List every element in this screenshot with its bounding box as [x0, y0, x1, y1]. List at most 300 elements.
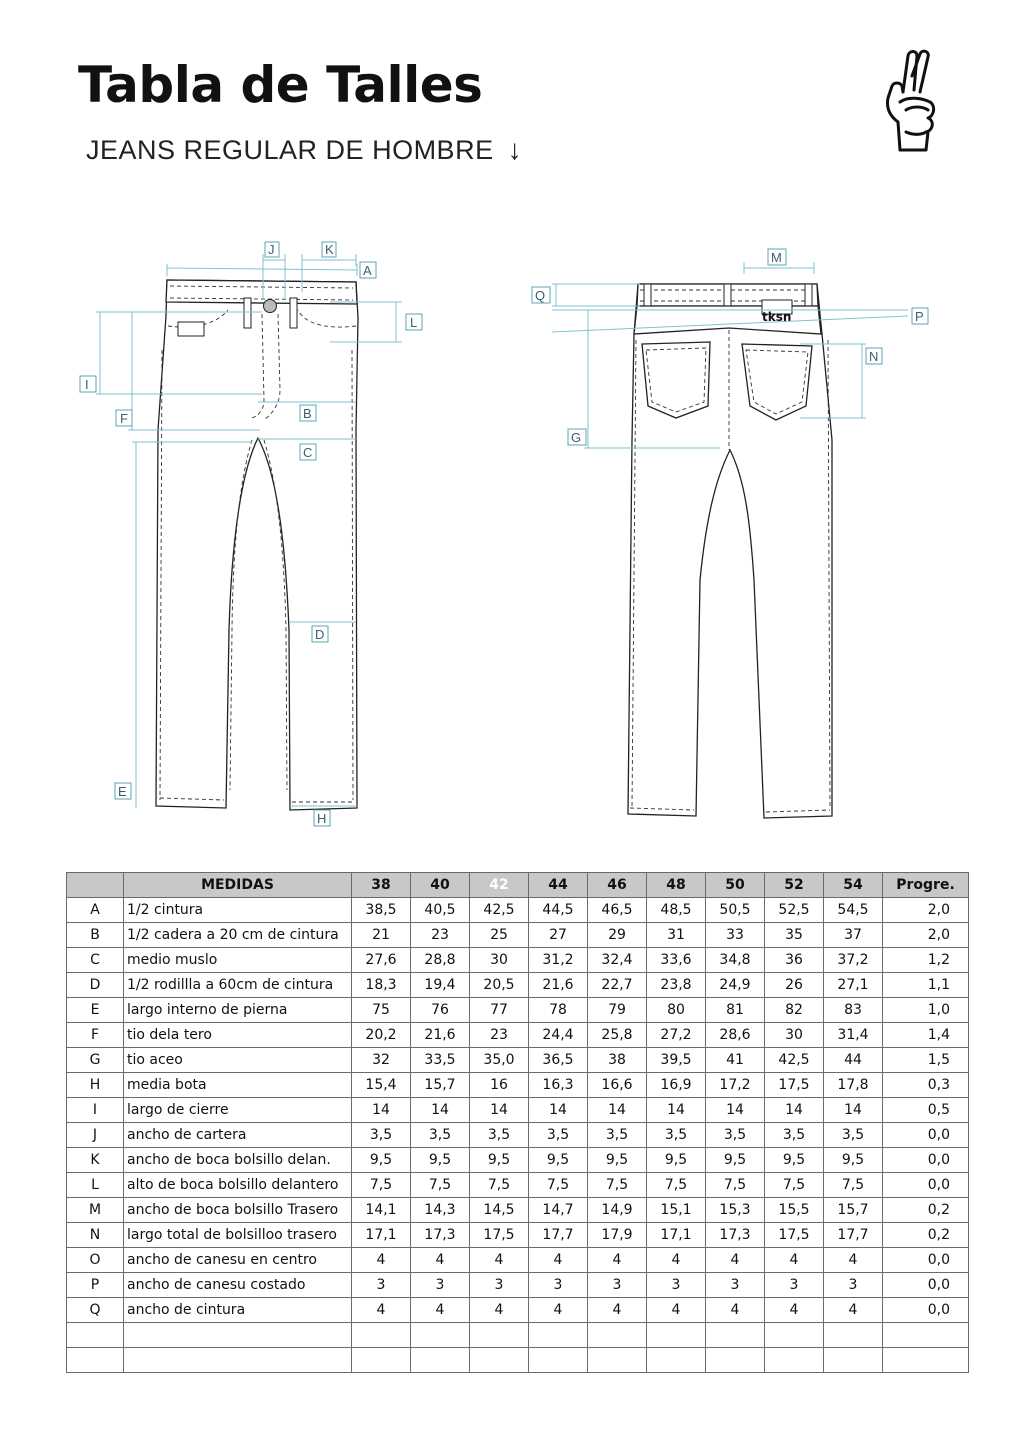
row-value: 20,5: [470, 973, 529, 998]
row-value: 38: [588, 1048, 647, 1073]
row-value: 7,5: [411, 1173, 470, 1198]
row-value: 3: [352, 1273, 411, 1298]
label-P: [912, 308, 928, 324]
row-value: 9,5: [352, 1148, 411, 1173]
row-value: 39,5: [647, 1048, 706, 1073]
row-value: 17,7: [824, 1223, 883, 1248]
row-value: 31,4: [824, 1023, 883, 1048]
row-value: 27,6: [352, 948, 411, 973]
row-value: 9,5: [529, 1148, 588, 1173]
row-description: ancho de canesu costado: [124, 1273, 352, 1298]
row-value: 25,8: [588, 1023, 647, 1048]
row-value: 3: [824, 1273, 883, 1298]
row-value: 33: [706, 923, 765, 948]
label-N: [866, 348, 882, 364]
row-letter: D: [67, 973, 124, 998]
row-value: 4: [411, 1248, 470, 1273]
row-value: [647, 1323, 706, 1348]
row-value: 83: [824, 998, 883, 1023]
header-medidas: MEDIDAS: [124, 873, 352, 898]
row-value: 16,3: [529, 1073, 588, 1098]
label-F: [116, 410, 132, 426]
row-value: 3,5: [411, 1123, 470, 1148]
row-progression: 1,1: [883, 973, 969, 998]
row-description: media bota: [124, 1073, 352, 1098]
row-description: ancho de boca bolsillo Trasero: [124, 1198, 352, 1223]
row-letter: H: [67, 1073, 124, 1098]
row-letter: K: [67, 1148, 124, 1173]
header-blank-cell: [67, 873, 124, 898]
row-value: 3,5: [647, 1123, 706, 1148]
row-letter: B: [67, 923, 124, 948]
row-value: 3: [411, 1273, 470, 1298]
row-value: [824, 1348, 883, 1373]
row-value: 9,5: [765, 1148, 824, 1173]
row-value: 16: [470, 1073, 529, 1098]
row-description: ancho de canesu en centro: [124, 1248, 352, 1273]
row-value: 14,9: [588, 1198, 647, 1223]
row-description: alto de boca bolsillo delantero: [124, 1173, 352, 1198]
row-value: 15,7: [824, 1198, 883, 1223]
row-value: 15,7: [411, 1073, 470, 1098]
row-value: 17,1: [647, 1223, 706, 1248]
table-row: [67, 1173, 969, 1198]
row-letter: I: [67, 1098, 124, 1123]
row-value: [529, 1348, 588, 1373]
row-value: 3,5: [588, 1123, 647, 1148]
row-value: 3,5: [470, 1123, 529, 1148]
table-row: [67, 1098, 969, 1123]
row-value: 34,8: [706, 948, 765, 973]
row-value: 30: [765, 1023, 824, 1048]
row-value: [765, 1348, 824, 1373]
row-value: 36: [765, 948, 824, 973]
label-G: [568, 429, 586, 445]
row-value: 9,5: [411, 1148, 470, 1173]
row-value: 35: [765, 923, 824, 948]
row-value: 4: [588, 1298, 647, 1323]
row-value: 17,5: [765, 1073, 824, 1098]
row-value: 14,5: [470, 1198, 529, 1223]
svg-text:C: C: [303, 445, 313, 460]
row-value: 16,9: [647, 1073, 706, 1098]
row-value: [352, 1323, 411, 1348]
row-value: 33,6: [647, 948, 706, 973]
row-letter: J: [67, 1123, 124, 1148]
label-J: [265, 242, 279, 257]
belt-loop: [290, 298, 297, 328]
row-value: [706, 1348, 765, 1373]
row-progression: 2,0: [883, 923, 969, 948]
front-view: [80, 242, 422, 826]
row-value: [411, 1323, 470, 1348]
table-row: [67, 1248, 969, 1273]
table-row: [67, 1048, 969, 1073]
row-value: 4: [470, 1248, 529, 1273]
table-row: [67, 923, 969, 948]
row-value: 17,5: [765, 1223, 824, 1248]
row-letter: E: [67, 998, 124, 1023]
row-value: 7,5: [470, 1173, 529, 1198]
row-description: medio muslo: [124, 948, 352, 973]
header-size: 52: [765, 873, 824, 898]
row-value: 7,5: [529, 1173, 588, 1198]
header-size-highlighted: 42: [470, 873, 529, 898]
svg-text:N: N: [869, 349, 879, 364]
row-description: 1/2 rodillla a 60cm de cintura: [124, 973, 352, 998]
row-value: 9,5: [470, 1148, 529, 1173]
svg-text:B: B: [303, 406, 312, 421]
label-E: [115, 783, 131, 799]
label-I: [80, 376, 96, 392]
row-value: 4: [529, 1298, 588, 1323]
row-progression: 2,0: [883, 898, 969, 923]
row-value: 3,5: [706, 1123, 765, 1148]
row-value: 4: [470, 1298, 529, 1323]
page-subtitle: [86, 134, 522, 166]
row-value: 15,1: [647, 1198, 706, 1223]
svg-text:I: I: [85, 377, 89, 392]
row-value: [352, 1348, 411, 1373]
row-value: 3: [588, 1273, 647, 1298]
row-value: 4: [647, 1248, 706, 1273]
row-value: 4: [765, 1248, 824, 1273]
row-value: 18,3: [352, 973, 411, 998]
row-value: 31,2: [529, 948, 588, 973]
row-value: 4: [352, 1298, 411, 1323]
label-M: [768, 249, 786, 265]
size-chart-table: [66, 872, 969, 1373]
row-value: 14: [647, 1098, 706, 1123]
row-value: 15,3: [706, 1198, 765, 1223]
row-value: 3: [529, 1273, 588, 1298]
row-value: 21,6: [529, 973, 588, 998]
row-value: 46,5: [588, 898, 647, 923]
header-size: 50: [706, 873, 765, 898]
row-value: 4: [588, 1248, 647, 1273]
down-arrow-icon: ↓: [507, 134, 523, 165]
row-value: 54,5: [824, 898, 883, 923]
label-D: [312, 626, 328, 642]
row-progression: 0,2: [883, 1223, 969, 1248]
row-value: 3: [470, 1273, 529, 1298]
svg-text:D: D: [315, 627, 325, 642]
svg-text:Q: Q: [535, 288, 546, 303]
row-value: 4: [529, 1248, 588, 1273]
row-letter: F: [67, 1023, 124, 1048]
row-value: 14: [588, 1098, 647, 1123]
front-button: [264, 300, 277, 313]
row-value: [470, 1323, 529, 1348]
coin-pocket: [178, 322, 204, 336]
row-value: 7,5: [765, 1173, 824, 1198]
row-value: 27: [529, 923, 588, 948]
row-letter: C: [67, 948, 124, 973]
row-progression: 0,5: [883, 1098, 969, 1123]
row-value: 14: [824, 1098, 883, 1123]
row-value: 27,1: [824, 973, 883, 998]
crossed-fingers-hand-icon: [876, 46, 946, 162]
row-value: [647, 1348, 706, 1373]
back-pocket-left: [642, 342, 710, 418]
row-letter: Q: [67, 1298, 124, 1323]
table-row: [67, 998, 969, 1023]
row-description: ancho de cartera: [124, 1123, 352, 1148]
row-value: 40,5: [411, 898, 470, 923]
row-value: 4: [824, 1298, 883, 1323]
table-header-row: [67, 873, 969, 898]
row-description: largo de cierre: [124, 1098, 352, 1123]
row-value: 17,3: [411, 1223, 470, 1248]
row-value: 15,4: [352, 1073, 411, 1098]
row-progression: 0,3: [883, 1073, 969, 1098]
row-value: 3,5: [529, 1123, 588, 1148]
svg-text:L: L: [410, 315, 418, 330]
row-letter: [67, 1323, 124, 1348]
row-value: 24,4: [529, 1023, 588, 1048]
row-value: [411, 1348, 470, 1373]
row-value: 42,5: [765, 1048, 824, 1073]
row-progression: 1,2: [883, 948, 969, 973]
front-waistband: [166, 280, 357, 304]
row-progression: 1,4: [883, 1023, 969, 1048]
row-value: 9,5: [824, 1148, 883, 1173]
row-value: 16,6: [588, 1073, 647, 1098]
label-B: [300, 405, 316, 421]
row-value: [470, 1348, 529, 1373]
row-value: 77: [470, 998, 529, 1023]
header-size: 48: [647, 873, 706, 898]
row-description: ancho de boca bolsillo delan.: [124, 1148, 352, 1173]
header-size: 38: [352, 873, 411, 898]
row-value: 29: [588, 923, 647, 948]
row-value: 14,3: [411, 1198, 470, 1223]
table-row: [67, 1023, 969, 1048]
row-value: 14: [706, 1098, 765, 1123]
table-row: [67, 898, 969, 923]
table-row: [67, 1273, 969, 1298]
row-progression: 0,0: [883, 1148, 969, 1173]
row-progression: 1,0: [883, 998, 969, 1023]
svg-text:A: A: [363, 263, 372, 278]
row-value: 82: [765, 998, 824, 1023]
row-value: 17,9: [588, 1223, 647, 1248]
row-value: 7,5: [352, 1173, 411, 1198]
row-value: 28,8: [411, 948, 470, 973]
table-row: [67, 1148, 969, 1173]
row-value: 20,2: [352, 1023, 411, 1048]
header-size: 54: [824, 873, 883, 898]
row-value: 76: [411, 998, 470, 1023]
row-value: [588, 1348, 647, 1373]
label-C: [300, 444, 316, 460]
row-value: 26: [765, 973, 824, 998]
row-value: 19,4: [411, 973, 470, 998]
row-progression: 0,0: [883, 1248, 969, 1273]
row-value: 32,4: [588, 948, 647, 973]
header-size: 40: [411, 873, 470, 898]
row-letter: L: [67, 1173, 124, 1198]
row-progression: 0,0: [883, 1123, 969, 1148]
row-description: [124, 1323, 352, 1348]
header-size: 46: [588, 873, 647, 898]
row-value: 4: [411, 1298, 470, 1323]
row-description: 1/2 cintura: [124, 898, 352, 923]
row-value: 7,5: [706, 1173, 765, 1198]
svg-text:E: E: [118, 784, 127, 799]
row-value: 23,8: [647, 973, 706, 998]
row-description: ancho de cintura: [124, 1298, 352, 1323]
table-row: [67, 1123, 969, 1148]
label-Q: [532, 287, 550, 303]
row-description: [124, 1348, 352, 1373]
row-value: [529, 1323, 588, 1348]
row-value: 15,5: [765, 1198, 824, 1223]
row-value: 44,5: [529, 898, 588, 923]
back-view: [532, 249, 928, 818]
table-row: [67, 1073, 969, 1098]
row-value: 80: [647, 998, 706, 1023]
row-value: 4: [824, 1248, 883, 1273]
row-value: 14: [529, 1098, 588, 1123]
label-H: [314, 810, 330, 826]
row-value: 14: [765, 1098, 824, 1123]
row-letter: O: [67, 1248, 124, 1273]
table-body: [67, 898, 969, 1373]
row-value: 17,3: [706, 1223, 765, 1248]
row-value: 75: [352, 998, 411, 1023]
row-value: 30: [470, 948, 529, 973]
row-progression: 0,0: [883, 1298, 969, 1323]
svg-text:F: F: [120, 411, 128, 426]
row-value: 9,5: [588, 1148, 647, 1173]
header-progression: Progre.: [883, 873, 969, 898]
row-value: 81: [706, 998, 765, 1023]
belt-loop: [244, 298, 251, 328]
svg-text:K: K: [325, 242, 334, 257]
row-value: 14: [470, 1098, 529, 1123]
row-letter: A: [67, 898, 124, 923]
table-row: [67, 1298, 969, 1323]
row-progression: 0,0: [883, 1273, 969, 1298]
row-value: 3,5: [824, 1123, 883, 1148]
row-value: 78: [529, 998, 588, 1023]
row-description: 1/2 cadera a 20 cm de cintura: [124, 923, 352, 948]
row-value: 37: [824, 923, 883, 948]
row-value: 3: [765, 1273, 824, 1298]
row-value: 7,5: [647, 1173, 706, 1198]
row-value: 38,5: [352, 898, 411, 923]
brand-label: tksn: [762, 310, 792, 324]
row-value: 7,5: [824, 1173, 883, 1198]
row-value: 42,5: [470, 898, 529, 923]
row-value: 17,2: [706, 1073, 765, 1098]
row-value: 4: [706, 1248, 765, 1273]
row-value: 21,6: [411, 1023, 470, 1048]
svg-text:G: G: [571, 430, 582, 445]
row-progression: [883, 1348, 969, 1373]
row-value: 14: [411, 1098, 470, 1123]
row-value: 32: [352, 1048, 411, 1073]
front-jeans-outline: [156, 280, 358, 810]
row-value: 36,5: [529, 1048, 588, 1073]
row-value: [824, 1323, 883, 1348]
table-row: [67, 1223, 969, 1248]
table-row: [67, 948, 969, 973]
row-value: 50,5: [706, 898, 765, 923]
row-letter: [67, 1348, 124, 1373]
row-value: 41: [706, 1048, 765, 1073]
row-value: 44: [824, 1048, 883, 1073]
row-value: 52,5: [765, 898, 824, 923]
row-description: tio aceo: [124, 1048, 352, 1073]
row-value: [765, 1323, 824, 1348]
row-value: 17,1: [352, 1223, 411, 1248]
row-value: 25: [470, 923, 529, 948]
row-value: 31: [647, 923, 706, 948]
subtitle-text: JEANS REGULAR DE HOMBRE: [86, 135, 494, 165]
row-value: 4: [765, 1298, 824, 1323]
label-K: [322, 242, 336, 257]
row-value: 3: [706, 1273, 765, 1298]
jeans-technical-drawing: [0, 230, 1024, 840]
row-value: 3,5: [352, 1123, 411, 1148]
row-value: 33,5: [411, 1048, 470, 1073]
row-letter: P: [67, 1273, 124, 1298]
row-value: [706, 1323, 765, 1348]
row-description: tio dela tero: [124, 1023, 352, 1048]
row-value: 4: [706, 1298, 765, 1323]
row-letter: M: [67, 1198, 124, 1223]
row-value: 4: [352, 1248, 411, 1273]
row-value: 7,5: [588, 1173, 647, 1198]
table-row: [67, 1198, 969, 1223]
row-value: 23: [411, 923, 470, 948]
page-title: Tabla de Talles: [78, 56, 483, 114]
label-L: [406, 314, 422, 330]
row-value: 14,7: [529, 1198, 588, 1223]
row-value: 9,5: [706, 1148, 765, 1173]
svg-text:J: J: [268, 242, 275, 257]
svg-text:H: H: [317, 811, 327, 826]
row-progression: 0,2: [883, 1198, 969, 1223]
row-value: 4: [647, 1298, 706, 1323]
label-A: [360, 262, 376, 278]
row-value: 48,5: [647, 898, 706, 923]
table-row: [67, 1323, 969, 1348]
header-size: 44: [529, 873, 588, 898]
row-progression: 1,5: [883, 1048, 969, 1073]
row-value: 27,2: [647, 1023, 706, 1048]
row-value: 21: [352, 923, 411, 948]
svg-text:P: P: [915, 309, 924, 324]
row-value: 24,9: [706, 973, 765, 998]
row-description: largo total de bolsilloo trasero: [124, 1223, 352, 1248]
row-letter: G: [67, 1048, 124, 1073]
row-value: 14,1: [352, 1198, 411, 1223]
row-value: 37,2: [824, 948, 883, 973]
row-value: 79: [588, 998, 647, 1023]
row-value: [588, 1323, 647, 1348]
row-value: 17,8: [824, 1073, 883, 1098]
row-value: 28,6: [706, 1023, 765, 1048]
table-row: [67, 1348, 969, 1373]
row-value: 17,5: [470, 1223, 529, 1248]
row-value: 14: [352, 1098, 411, 1123]
row-value: 17,7: [529, 1223, 588, 1248]
row-value: 35,0: [470, 1048, 529, 1073]
row-progression: [883, 1323, 969, 1348]
